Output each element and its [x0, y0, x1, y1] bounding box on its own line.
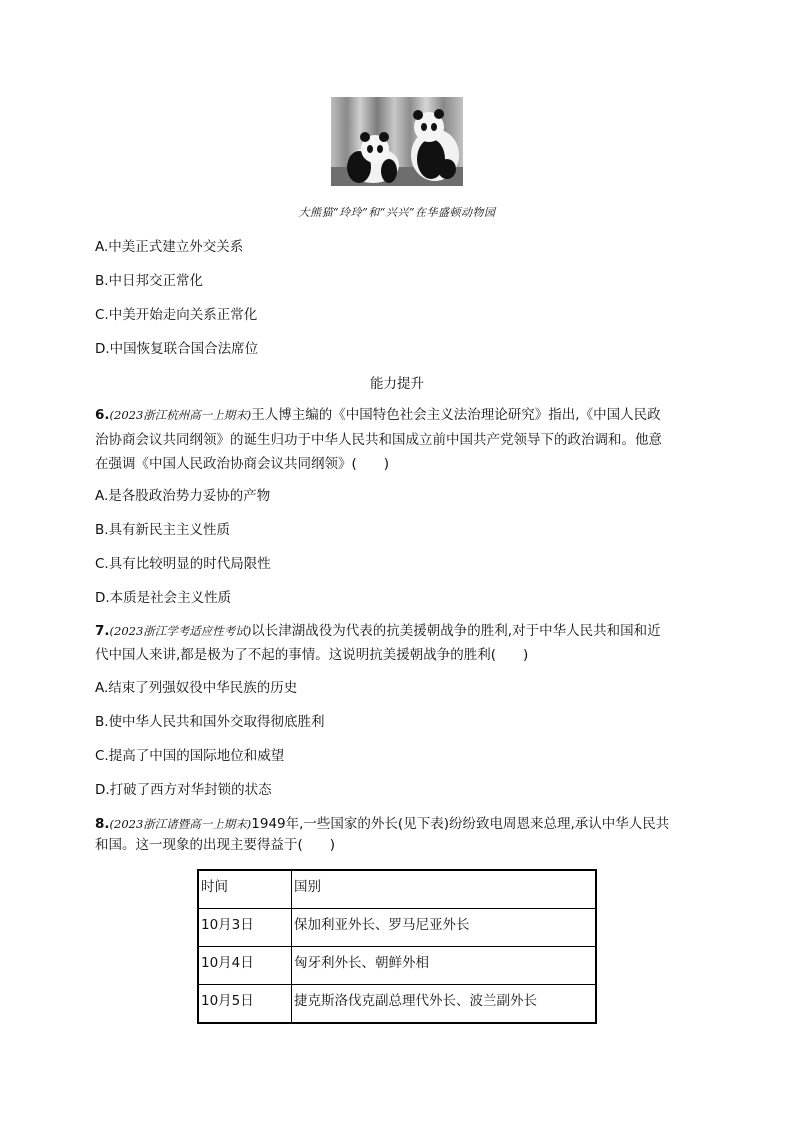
q8-source: (2023浙江诸暨高一上期末) [109, 817, 252, 831]
q7-stem-line2: 代中国人来讲,都是极为了不起的事情。这说明抗美援朝战争的胜利( ) [95, 647, 529, 663]
q7-number: 7. [95, 623, 110, 639]
q6-source: (2023浙江杭州高一上期末) [109, 408, 252, 422]
q6-stem-line2: 治协商会议共同纲领》的诞生归功于中华人民共和国成立前中国共产党领导下的政治调和。他意 [95, 432, 662, 448]
q5-option-d: D.中国恢复联合国合法席位 [95, 341, 259, 357]
table-header-country: 国别 [292, 870, 597, 909]
q8-stem-line2: 和国。这一现象的出现主要得益于( ) [95, 837, 336, 853]
q8-number: 8. [95, 816, 110, 832]
table-row [198, 947, 596, 985]
q7-option-d: D.打破了西方对华封锁的状态 [95, 782, 272, 798]
q7-source: (2023浙江学考适应性考试) [109, 624, 252, 638]
q6-text-1: 王人博主编的《中国特色社会主义法治理论研究》指出,《中国人民政 [251, 407, 661, 423]
q5-option-a: A.中美正式建立外交关系 [95, 239, 244, 255]
panda-photo-icon [331, 97, 463, 186]
q6-option-a: A.是各股政治势力妥协的产物 [95, 488, 271, 504]
table-row [198, 909, 596, 947]
q6-option-c: C.具有比较明显的时代局限性 [95, 556, 271, 572]
q8-text-1: 1949年,一些国家的外长(见下表)纷纷致电周恩来总理,承认中华人民共 [251, 816, 670, 832]
table-cell-countries: 保加利亚外长、罗马尼亚外长 [292, 909, 597, 947]
table-header-row [198, 870, 596, 909]
q7-option-c: C.提高了中国的国际地位和威望 [95, 748, 285, 764]
table-cell-countries: 匈牙利外长、朝鲜外相 [292, 947, 597, 985]
table-cell-date: 10月3日 [198, 909, 292, 947]
table-cell-countries: 捷克斯洛伐克副总理代外长、波兰副外长 [292, 985, 597, 1024]
q6-stem-line3: 在强调《中国人民政治协商会议共同纲领》( ) [95, 456, 390, 472]
table-cell-date: 10月5日 [198, 985, 292, 1024]
q6-stem-line1 [95, 406, 661, 424]
q6-option-d: D.本质是社会主义性质 [95, 590, 232, 606]
table-row [198, 985, 596, 1024]
section-title: 能力提升 [370, 376, 424, 392]
table-cell-date: 10月4日 [198, 947, 292, 985]
q7-text-1: 以长津湖战役为代表的抗美援朝战争的胜利,对于中华人民共和国和近 [251, 623, 661, 639]
q8-stem-line1 [95, 815, 669, 833]
q7-option-a: A.结束了列强奴役中华民族的历史 [95, 680, 298, 696]
recognition-table [197, 869, 597, 1024]
q6-option-b: B.具有新民主主义性质 [95, 522, 231, 538]
q7-stem-line1 [95, 622, 661, 640]
q5-option-c: C.中美开始走向关系正常化 [95, 307, 258, 323]
q5-option-b: B.中日邦交正常化 [95, 273, 204, 289]
figure-caption: 大熊猫“玲玲”和“兴兴”在华盛顿动物园 [298, 206, 496, 219]
q7-option-b: B.使中华人民共和国外交取得彻底胜利 [95, 714, 325, 730]
table-header-time: 时间 [198, 870, 292, 909]
q6-number: 6. [95, 407, 110, 423]
